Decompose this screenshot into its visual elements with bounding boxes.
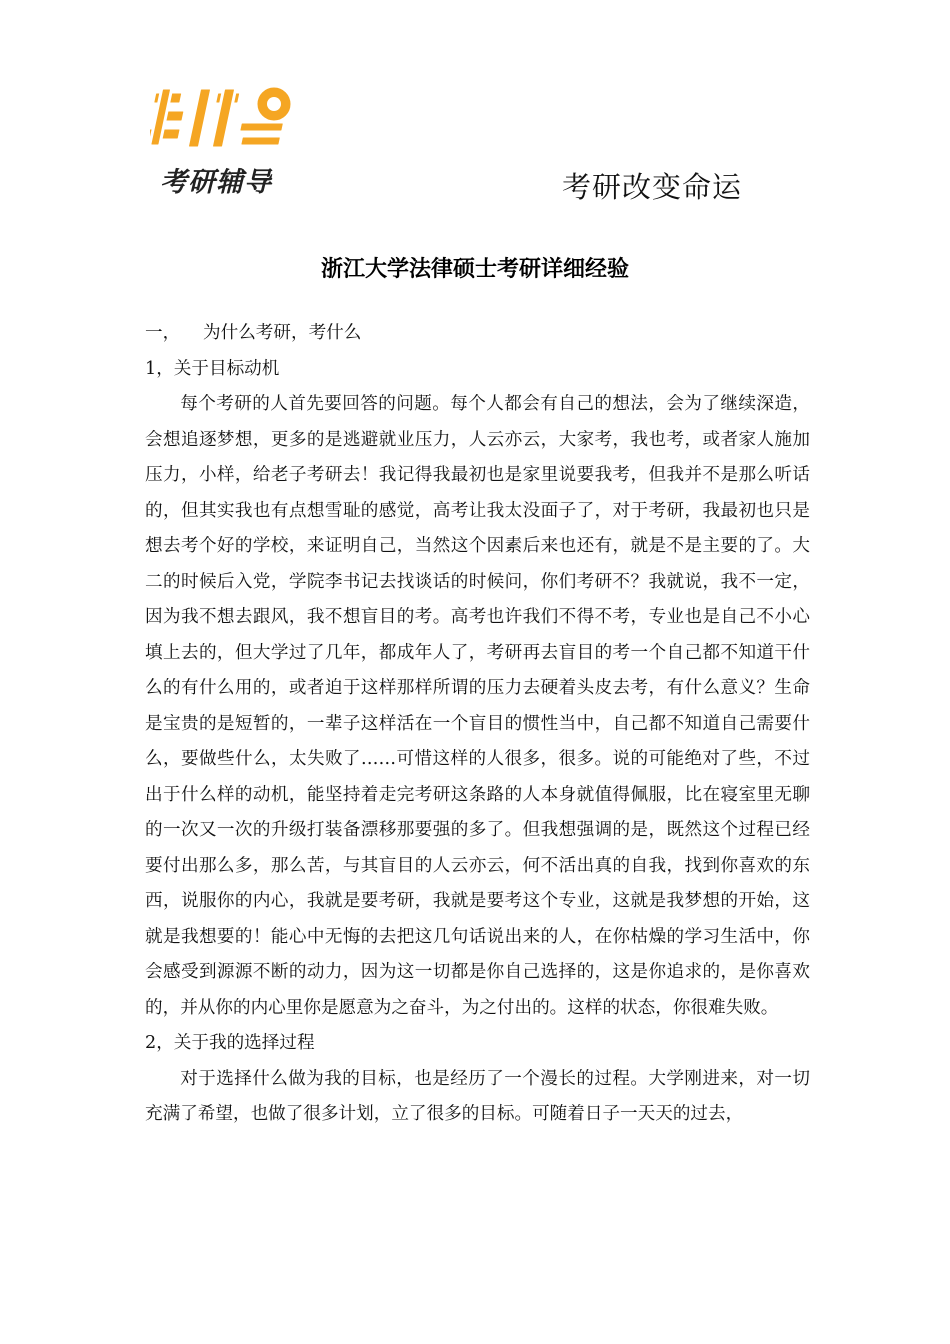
- section-heading: [145, 316, 810, 352]
- section-number: 一，: [145, 323, 181, 343]
- paragraph-choice: 对于选择什么做为我的目标，也是经历了一个漫长的过程。大学刚进来，对一切充满了希望，也做了很多计划，立了很多的目标。可随着日子一天天的过去，: [145, 1068, 810, 1124]
- document-body: [145, 316, 810, 1133]
- header-slogan: 考研改变命运: [562, 170, 743, 204]
- logo-subtitle: 考研辅导: [160, 167, 272, 198]
- paragraph-motivation: 每个考研的人首先要回答的问题。每个人都会有自己的想法，会为了继续深造，会想追逐梦想，更多的是逃避就业压力，人云亦云，大家考，我也考，或者家人施加压力，小样，给老子考研去！我记得我最初也是家里说要我考，但我并不是那么听话的，但其实我也有点想雪耻的感觉，高考让我太没面子了，对于考研，我最初也只是想去考个好的学校，来证明自己，当然这个因素后来也还有，就是不是主要的了。大二的时候后入党，学院李书记去找谈话的时候问，你们考研不？我就说，我不一定，因为我不想去跟风，我不想盲目的考。高考也许我们不得不考，专业也是自己不小心填上去的，但大学过了几年，都成年人了，考研再去盲目的考一个自己都不知道干什么的有什么用的，或者迫于这样那样所谓的压力去硬着头皮去考，有什么意义？生命是宝贵的是短暂的，一辈子这样活在一个盲目的惯性当中，自己都不知道自己需要什么，要做些什么，太失败了……可惜这样的人很多，很多。说的可能绝对了些，不过出于什么样的动机，能坚持着走完考研这条路的人本身就值得佩服，比在寝室里无聊的一次又一次的升级打装备漂移那要强的多了。但我想强调的是，既然这个过程已经要付出那么多，那么苦，与其盲目的人云亦云，何不活出真的自我，找到你喜欢的东西，说服你的内心，我就是要考研，我就是要考这个专业，这就是我梦想的开始，这就是我想要的！能心中无悔的去把这几句话说出来的人，在你枯燥的学习生活中，你会感受到源源不断的动力，因为这一切都是你自己选择的，这是你追求的，是你喜欢的，并从你的内心里你是愿意为之奋斗，为之付出的。这样的状态，你很难失败。: [145, 394, 810, 1018]
- subsection-heading-choice: 2，关于我的选择过程: [145, 1033, 315, 1053]
- section-title: 为什么考研，考什么: [203, 323, 362, 343]
- subsection-heading-motivation: 1，关于目标动机: [145, 358, 280, 379]
- document-title: 浙江大学法律硕士考研详细经验: [320, 257, 629, 282]
